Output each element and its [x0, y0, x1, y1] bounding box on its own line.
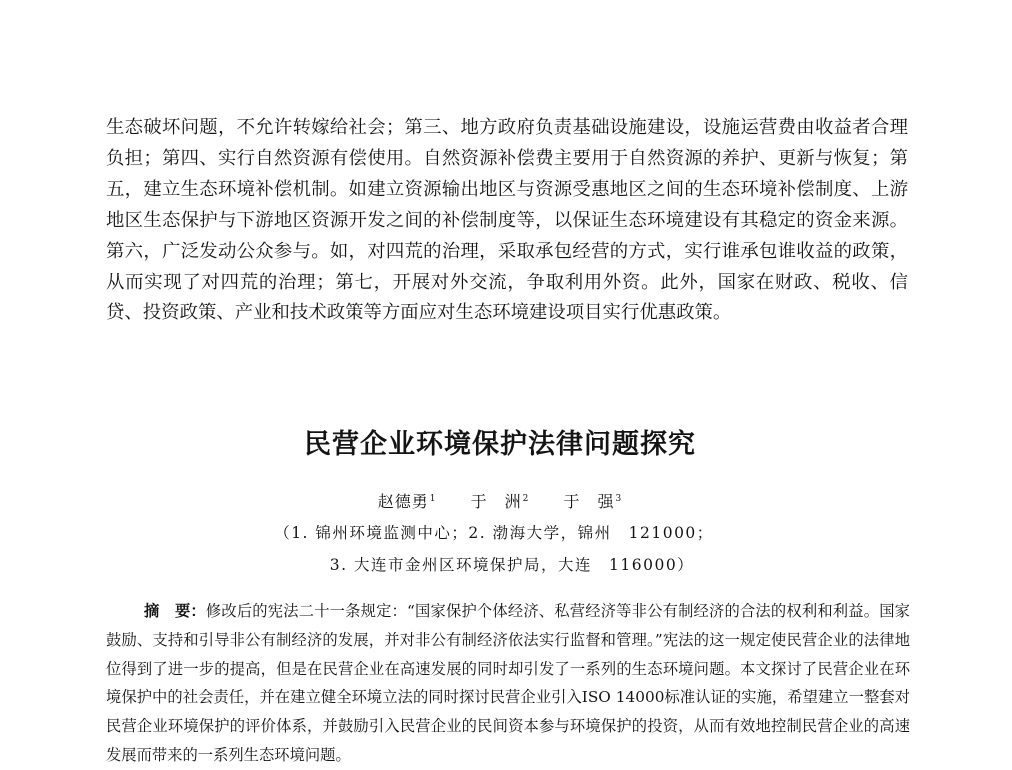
author-name: 赵德勇	[377, 492, 429, 511]
author-affiliation-mark: 2	[522, 494, 530, 504]
affiliation-line-1: （1. 锦州环境监测中心；2. 渤海大学，锦州 121000；	[274, 524, 714, 542]
author-list	[0, 489, 1000, 512]
author-affiliation-mark: 3	[615, 494, 623, 504]
abstract-label: 摘 要：	[144, 602, 206, 620]
author-name: 于 强	[563, 492, 615, 511]
author-name: 于 洲	[470, 492, 522, 511]
abstract-text: 修改后的宪法二十一条规定：“国家保护个体经济、私营经济等非公有制经济的合法的权利和利益。国家鼓励、支持和引导非公有制经济的发展，并对非公有制经济依法实行监督和管理。”宪法的这一规定使民营企业的法律地位得到了进一步的提高，但是在民营企业在高速发展的同时却引发了一系列的生态环境问题。本文探讨了民营企业在环境保护中的社会责任，并在建立健全环境立法的同时探讨民营企业引入ISO 14000标准认证的实施，希望建立一整套对民营企业环境保护的评价体系，并鼓励引入民营企业的民间资本参与环境保护的投资，从而有效地控制民营企业的高速发展而带来的一系列生态环境问题。	[106, 602, 910, 764]
author-3	[563, 492, 622, 511]
author-2	[471, 492, 530, 511]
abstract	[106, 597, 910, 770]
author-1	[378, 492, 437, 511]
body-paragraph: 生态破坏问题，不允许转嫁给社会；第三、地方政府负责基础设施建设，设施运营费由收益者合理负担；第四、实行自然资源有偿使用。自然资源补偿费主要用于自然资源的养护、更新与恢复；第五，建立生态环境补偿机制。如建立资源输出地区与资源受惠地区之间的生态环境补偿制度、上游地区生态保护与下游地区资源开发之间的补偿制度等，以保证生态环境建设有其稳定的资金来源。第六，广泛发动公众参与。如，对四荒的治理，采取承包经营的方式，实行谁承包谁收益的政策，从而实现了对四荒的治理；第七，开展对外交流，争取利用外资。此外，国家在财政、税收、信贷、投资政策、产业和技术政策等方面应对生态环境建设项目实行优惠政策。	[106, 117, 908, 324]
author-affiliation-mark: 1	[429, 494, 437, 504]
affiliation-line-2: 3. 大连市金州区环境保护局，大连 116000）	[329, 556, 695, 574]
article-title: 民营企业环境保护法律问题探究	[304, 429, 696, 460]
